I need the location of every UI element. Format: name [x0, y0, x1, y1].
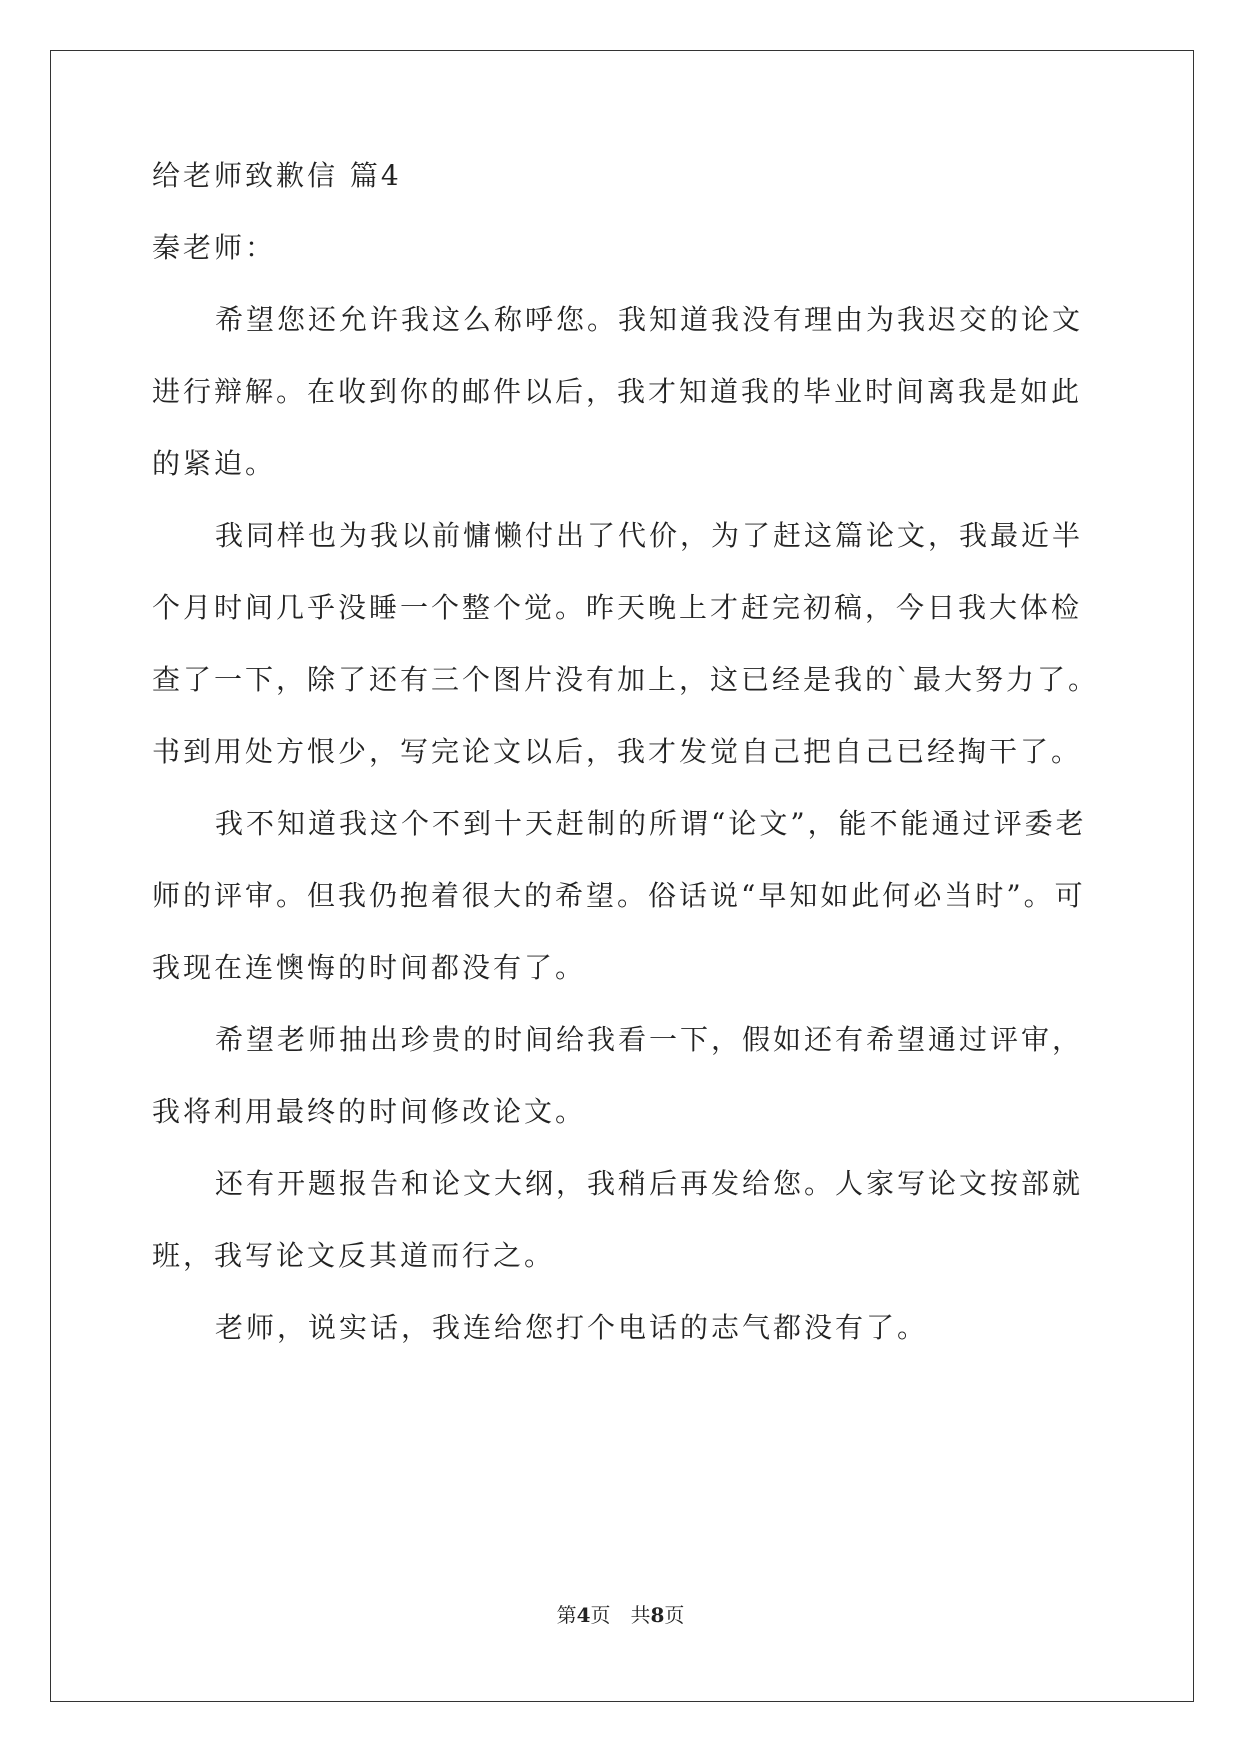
paragraph-1-line-2: 进行辩解。在收到你的邮件以后，我才知道我的毕业时间离我是如此	[152, 375, 1083, 408]
paragraph-2-line-1: 我同样也为我以前慵懒付出了代价，为了赶这篇论文，我最近半	[215, 519, 1084, 552]
paragraph-3-line-1: 我不知道我这个不到十天赶制的所谓“论文”，能不能通过评委老	[215, 807, 1087, 840]
document-title: 给老师致歉信 篇4	[152, 159, 402, 192]
footer-total-pages: 8	[650, 1603, 665, 1627]
footer-total-prefix: 共	[630, 1603, 651, 1627]
paragraph-1-line-3: 的紧迫。	[152, 447, 277, 480]
footer-page-prefix: 第	[556, 1603, 577, 1627]
paragraph-3-line-3: 我现在连懊悔的时间都没有了。	[152, 951, 587, 984]
paragraph-2-line-4: 书到用处方恨少，写完论文以后，我才发觉自己把自己已经掏干了。	[152, 735, 1083, 768]
paragraph-4-line-1: 希望老师抽出珍贵的时间给我看一下，假如还有希望通过评审，	[215, 1023, 1084, 1056]
paragraph-3-line-2: 师的评审。但我仍抱着很大的希望。俗话说“早知如此何必当时”。可	[152, 879, 1086, 912]
paragraph-2-line-3: 查了一下，除了还有三个图片没有加上，这已经是我的`最大努力了。	[152, 663, 1100, 696]
salutation: 秦老师：	[152, 231, 277, 264]
paragraph-4-line-2: 我将利用最终的时间修改论文。	[152, 1095, 587, 1128]
footer-total-suffix: 页	[664, 1603, 685, 1627]
page-footer	[0, 1602, 1241, 1628]
paragraph-2-line-2: 个月时间几乎没睡一个整个觉。昨天晚上才赶完初稿，今日我大体检	[152, 591, 1083, 624]
paragraph-5-line-2: 班，我写论文反其道而行之。	[152, 1239, 556, 1272]
paragraph-6-line-1: 老师，说实话，我连给您打个电话的志气都没有了。	[215, 1311, 929, 1344]
page-border	[50, 50, 1194, 1702]
footer-page-suffix: 页	[590, 1603, 611, 1627]
paragraph-1-line-1: 希望您还允许我这么称呼您。我知道我没有理由为我迟交的论文	[215, 303, 1084, 336]
paragraph-5-line-1: 还有开题报告和论文大纲，我稍后再发给您。人家写论文按部就	[215, 1167, 1084, 1200]
footer-page-number: 4	[576, 1603, 591, 1627]
